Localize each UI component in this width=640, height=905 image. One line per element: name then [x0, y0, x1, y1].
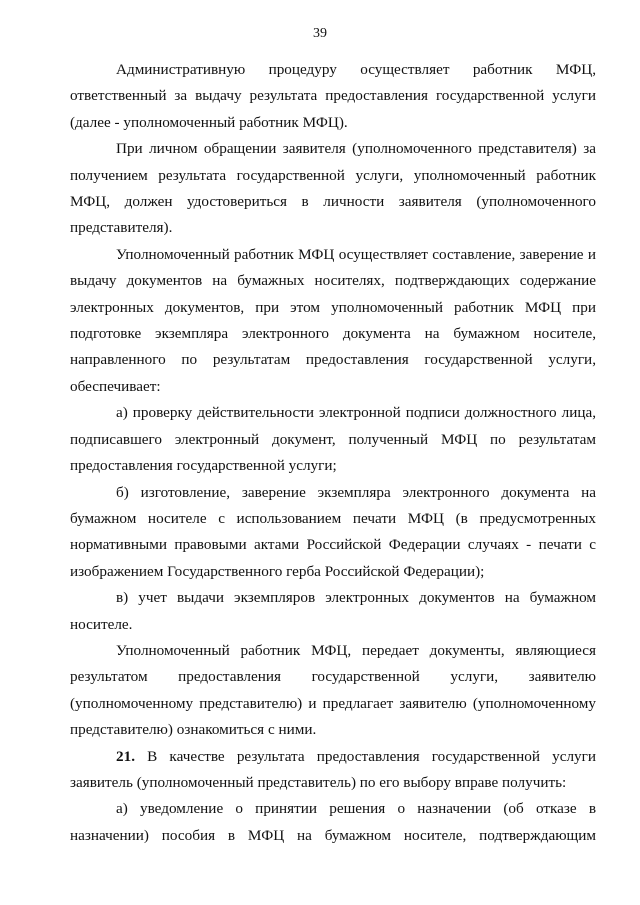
paragraph-text: б) изготовление, заверение экземпляра электронного документа на бумажном носителе с использованием печати МФЦ (в предусмотренных нормативными правовыми актами Российской Федерации случаях - печати с изображением Государственного герба Российской Федерации); — [70, 483, 596, 580]
clause-21 — [70, 744, 596, 797]
list-item-a-notification — [70, 796, 596, 849]
paragraph-text: Административную процедуру осуществляет работник МФЦ, ответственный за выдачу результата предоставления государственной услуги (далее - уполномоченный работник МФЦ). — [70, 61, 596, 131]
paragraph-admin-procedure — [70, 57, 596, 136]
list-item-c-accounting — [70, 585, 596, 638]
paragraph-text: Уполномоченный работник МФЦ осуществляет составление, заверение и выдачу документов на бумажных носителях, подтверждающих содержание электронных документов, при этом уполномоченный работник МФЦ при подготовке экземпляра электронного документа на бумажном носителе, направленного по результатам предоставления государственной услуги, обеспечивает: — [70, 245, 596, 395]
paragraph-text: При личном обращении заявителя (уполномоченного представителя) за получением результата государственной услуги, уполномоченный работник МФЦ, должен удостовериться в личности заявителя (уполномоченного представителя). — [70, 140, 596, 237]
paragraph-paper-documents — [70, 242, 596, 400]
paragraph-text: в) учет выдачи экземпляров электронных документов на бумажном носителе. — [70, 589, 596, 633]
paragraph-text: а) проверку действительности электронной подписи должностного лица, подписавшего электронный документ, полученный МФЦ по результатам предоставления государственной услуги; — [70, 404, 596, 475]
paragraph-text: Уполномоченный работник МФЦ, передает документы, являющиеся результатом предоставления государственной услуги, заявителю (уполномоченному представителю) и предлагает заявителю (уполномоченному представителю) ознакомиться с ними. — [70, 641, 596, 739]
document-body — [70, 57, 596, 849]
page-number: 39 — [313, 26, 327, 41]
paragraph-handover — [70, 638, 596, 744]
paragraph-text: а) уведомление о принятии решения о назначении (об отказе в назначении) пособия в МФЦ на бумажном носителе, подтверждающим — [70, 800, 596, 844]
list-item-b-certification — [70, 480, 596, 586]
paragraph-personal-appeal — [70, 136, 596, 242]
paragraph-text: В качестве результата предоставления государственной услуги заявитель (уполномоченный представитель) по его выбору вправе получить: — [70, 747, 596, 791]
clause-number: 21. — [116, 747, 135, 765]
list-item-a-signature-check — [70, 400, 596, 479]
